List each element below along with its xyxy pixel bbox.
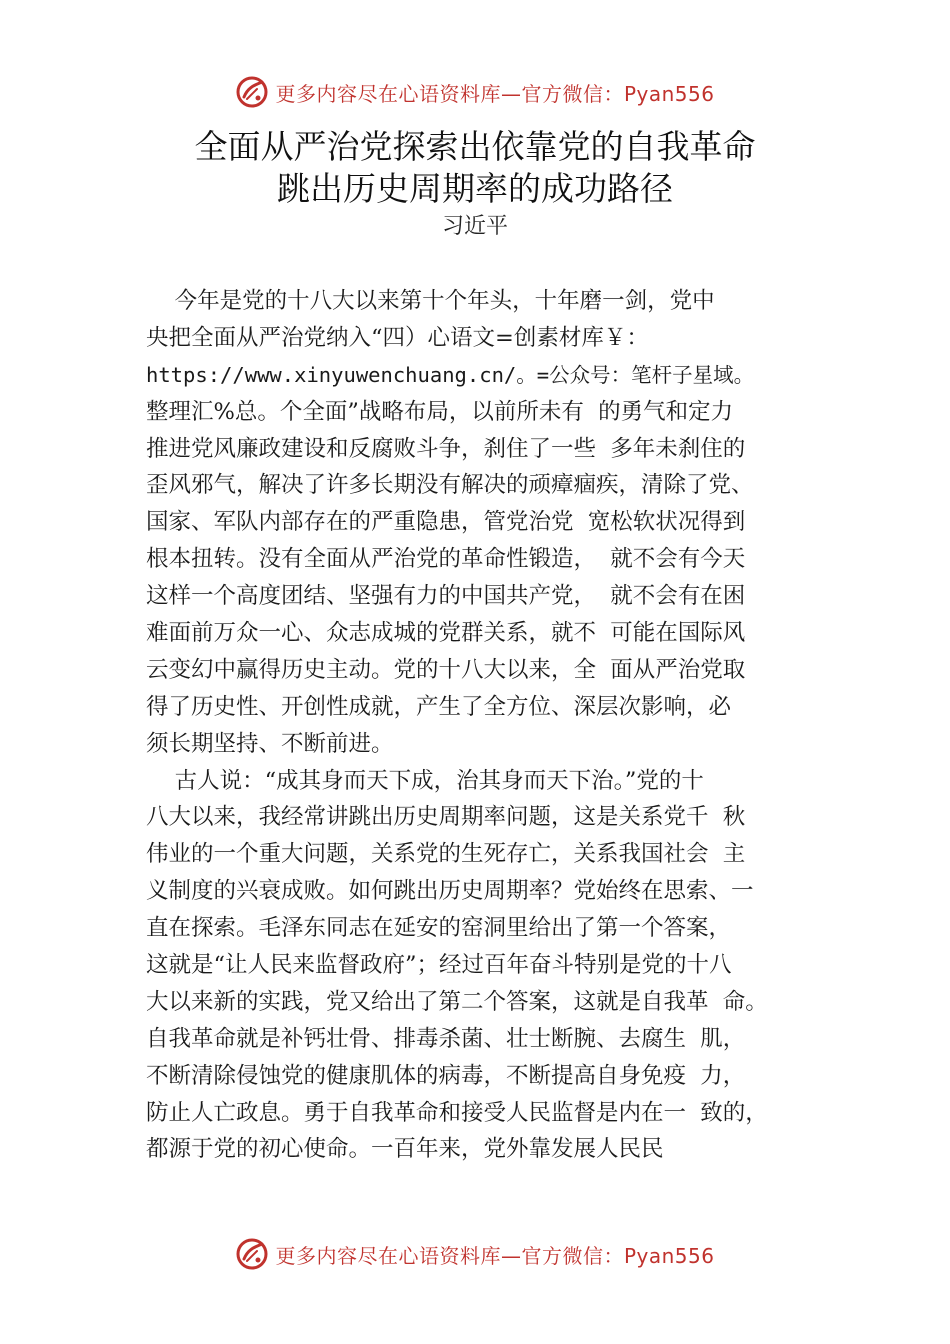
text-line: 这样一个高度团结、坚强有力的中国共产党， 就不会有在困 (146, 583, 746, 610)
logo-icon (235, 1237, 269, 1271)
header-banner (0, 70, 950, 114)
text-line: 大以来新的实践，党又给出了第二个答案，这就是自我革 命。 (146, 988, 768, 1015)
text-line: 得了历史性、开创性成就，产生了全方位、深层次影响，必 (146, 693, 732, 720)
text-line: 云变幻中赢得历史主动。党的十八大以来，全 面从严治党取 (146, 656, 746, 683)
text-line: 义制度的兴衰成败。如何跳出历史周期率？党始终在思索、一 (146, 878, 754, 905)
footer-banner (0, 1232, 950, 1276)
text-line: 央把全面从严治党纳入“四）心语文=创素材库￥： (146, 324, 649, 351)
text-line-url: https://www.xinyuwenchuang.cn/。=公众号：笔杆子星域。 (146, 362, 755, 387)
text-line: 伟业的一个重大问题，关系党的生死存亡，关系我国社会 主 (146, 841, 746, 868)
logo-icon (235, 75, 269, 109)
text-line: 八大以来，我经常讲跳出历史周期率问题，这是关系党千 秋 (146, 804, 746, 831)
text-line: 国家、军队内部存在的严重隐患，管党治党 宽松软状况得到 (146, 509, 746, 536)
text-line: 都源于党的初心使命。一百年来，党外靠发展人民民 (146, 1136, 664, 1163)
text-line: 自我革命就是补钙壮骨、排毒杀菌、壮士断腕、去腐生 肌， (146, 1025, 746, 1052)
text-line: 防止人亡政息。勇于自我革命和接受人民监督是内在一 致的， (146, 1099, 768, 1126)
text-line: 整理汇%总。个全面”战略布局，以前所未有 的勇气和定力 (146, 398, 734, 425)
text-line: 推进党风廉政建设和反腐败斗争，刹住了一些 多年未刹住的 (146, 435, 746, 462)
text-line: 这就是“让人民来监督政府”；经过百年奋斗特别是党的十八 (146, 952, 732, 979)
text-line: 直在探索。毛泽东同志在延安的窑洞里给出了第一个答案， (146, 915, 732, 942)
author: 习近平 (441, 214, 508, 239)
page-title-line-1: 全面从严治党探索出依靠党的自我革命 (194, 127, 756, 166)
text-line: 古人说：“成其身而天下成，治其身而天下治。”党的十 (146, 767, 704, 794)
article-body (146, 283, 811, 1168)
text-line: 今年是党的十八大以来第十个年头，十年磨一剑，党中 (146, 288, 715, 314)
text-line: 不断清除侵蚀党的健康肌体的病毒，不断提高自身免疫 力， (146, 1062, 746, 1089)
footer-banner-text: 更多内容尽在心语资料库—官方微信：Pyan556 (275, 1243, 715, 1268)
text-line: 歪风邪气，解决了许多长期没有解决的顽瘴痼疾，清除了党、 (146, 472, 754, 499)
text-line: 须长期坚持、不断前进。 (146, 730, 394, 757)
header-banner-text: 更多内容尽在心语资料库—官方微信：Pyan556 (275, 81, 715, 106)
text-line: 难面前万众一心、众志成城的党群关系，就不 可能在国际风 (146, 620, 746, 647)
page-title-line-2: 跳出历史周期率的成功路径 (277, 169, 673, 208)
text-line: 根本扭转。没有全面从严治党的革命性锻造， 就不会有今天 (146, 546, 746, 573)
